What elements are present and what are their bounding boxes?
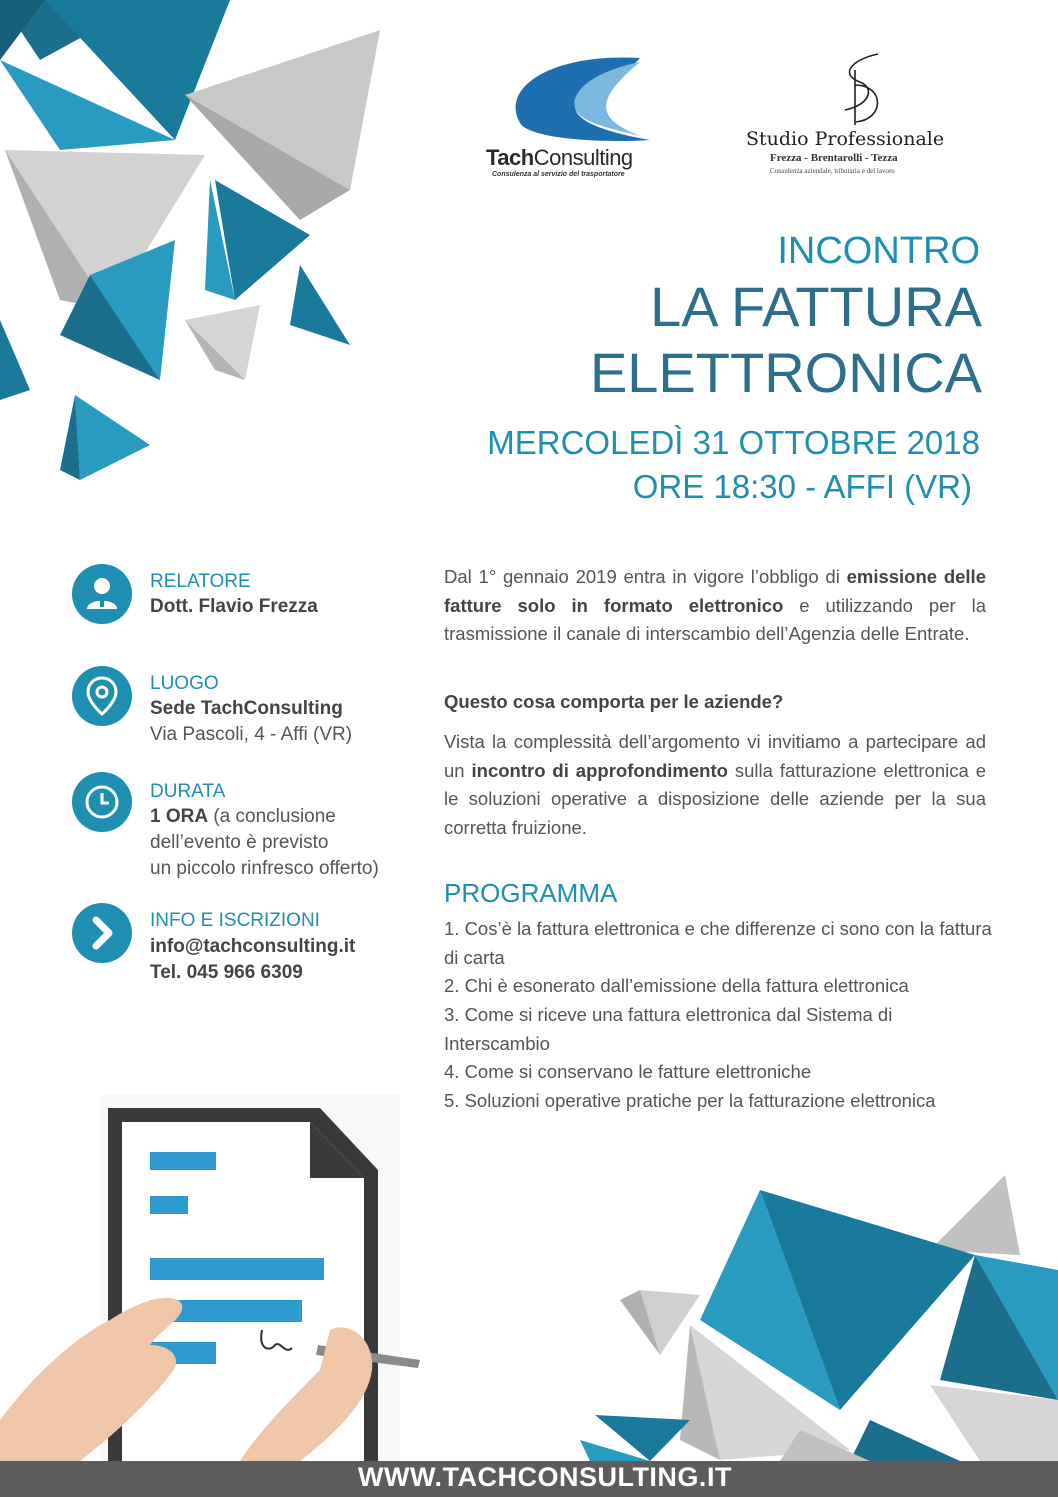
tachconsulting-tagline: Consulenza al servizio del trasportatore: [492, 171, 625, 178]
programma-item: 4. Come si conservano le fatture elettroniche: [444, 1061, 812, 1082]
clock-icon: [72, 772, 132, 832]
relatore-label: RELATORE: [150, 571, 251, 592]
person-icon: [72, 564, 132, 624]
relatore-value: Dott. Flavio Frezza: [150, 596, 318, 617]
chevron-right-icon: [72, 903, 132, 963]
studio-partners: Frezza - Brentarolli - Tezza: [770, 152, 898, 164]
luogo-address: Via Pascoli, 4 - Affi (VR): [150, 724, 353, 745]
website-link[interactable]: WWW.TACHCONSULTING.IT: [358, 1462, 732, 1492]
durata-label: DURATA: [150, 781, 226, 802]
programma-item: 2. Chi è esonerato dall’emissione della fattura elettronica: [444, 975, 909, 996]
phone-number: Tel. 045 966 6309: [150, 962, 303, 983]
event-title-line1: LA FATTURA: [650, 275, 982, 338]
programma-heading: PROGRAMMA: [444, 878, 618, 908]
invite-paragraph: Vista la complessità dell’argomento vi invitiamo a partecipare ad un incontro di approfondimento sulla fatturazione elettronica e le soluzioni operative a disposizione delle aziende per la sua corretta fruizione.: [444, 731, 986, 838]
intro-paragraph: Dal 1° gennaio 2019 entra in vigore l’obbligo di emissione delle fatture solo in formato elettronico e utilizzando per la trasmissione il canale di interscambio dell’Agenzia delle Entrate.: [444, 566, 986, 644]
programma-item: 3. Come si riceve una fattura elettronica dal Sistema di Interscambio: [444, 1004, 893, 1054]
studio-name: Studio Professionale: [746, 128, 945, 150]
durata-note-line2: dell’evento è previsto: [150, 832, 329, 853]
location-pin-icon: [72, 666, 132, 726]
event-time-place: ORE 18:30 - AFFI (VR): [632, 468, 972, 505]
programma-item: 5. Soluzioni operative pratiche per la fatturazione elettronica: [444, 1090, 936, 1111]
durata-note-line3: un piccolo rinfresco offerto): [150, 858, 379, 879]
tachconsulting-logo-text: TachConsulting: [486, 145, 633, 170]
event-date: MERCOLEDÌ 31 OTTOBRE 2018: [487, 424, 980, 461]
durata-value: 1 ORA (a conclusione: [150, 806, 336, 827]
email-link[interactable]: info@tachconsulting.it: [150, 936, 356, 957]
event-title-line2: ELETTRONICA: [589, 341, 982, 404]
programma-item: 1. Cos’è la fattura elettronica e che differenze ci sono con la fattura di carta: [444, 918, 992, 968]
event-kicker: INCONTRO: [777, 230, 980, 272]
tachconsulting-logo-icon: [490, 48, 660, 148]
iscrizioni-label: INFO E ISCRIZIONI: [150, 910, 320, 931]
studio-monogram-icon: [830, 50, 890, 130]
intro-question: Questo cosa comporta per le aziende?: [444, 691, 784, 712]
luogo-venue: Sede TachConsulting: [150, 698, 343, 719]
luogo-label: LUOGO: [150, 673, 219, 694]
studio-tagline: Consulenza aziendale, tributaria e del lavoro: [770, 167, 895, 175]
